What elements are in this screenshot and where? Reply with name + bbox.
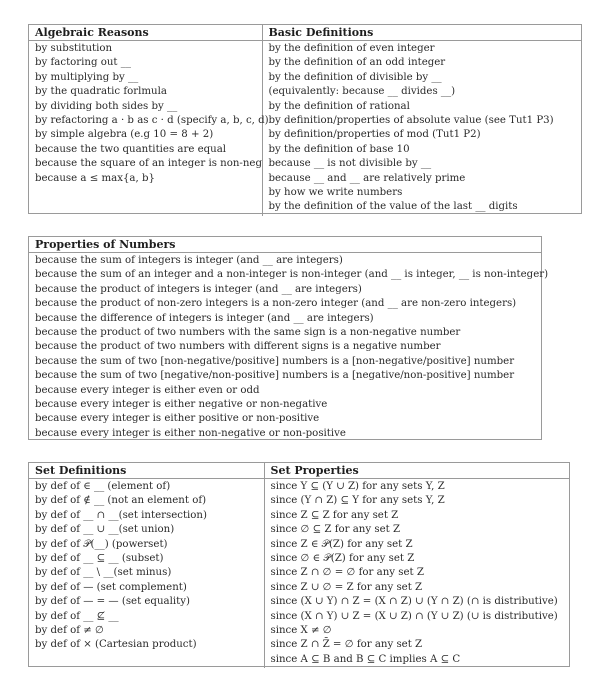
list-item: by the definition of divisible by __ [268, 71, 442, 83]
algebraic-reasons-list [35, 42, 269, 186]
list-item: by simple algebra (e.g 10 = 8 + 2) [35, 129, 214, 141]
set-definitions-list [35, 480, 258, 653]
list-item: by the definition of base 10 [268, 143, 410, 155]
set-properties-list [271, 480, 564, 667]
properties-of-numbers-table [28, 236, 549, 440]
list-item: because every integer is either positive or non-positive [35, 413, 320, 425]
list-item: by substitution [35, 43, 113, 54]
list-item: because every integer is either even or odd [35, 384, 260, 396]
list-item: by multiplying by __ [35, 71, 139, 83]
list-item: since (Y ∩ Z) ⊆ Y for any sets Y, Z [270, 495, 445, 507]
basic-definitions-list [269, 42, 576, 215]
list-item: by factoring out __ [35, 57, 131, 69]
list-item: by def of __ ∪ __(set union) [35, 524, 175, 536]
list-item: by the definition of an odd integer [268, 57, 446, 69]
set-properties-header: Set Properties [264, 463, 569, 479]
list-item: since Z ∩ ∅ = ∅ for any set Z [270, 567, 424, 579]
list-item: by how we write numbers [268, 186, 403, 198]
algebraic-reasons-header: Algebraic Reasons [29, 25, 262, 41]
set-definitions-properties-table [28, 462, 570, 667]
list-item: since Z ∩ Z̄ = ∅ for any set Z [270, 639, 423, 651]
list-item: because the sum of two [non-negative/positive] numbers is a [non-negative/positive] number [35, 355, 515, 367]
list-item: by def of __ ∩ __(set intersection) [35, 509, 207, 521]
list-item: since Z ∈ 𝒫(Z) for any set Z [270, 538, 413, 550]
list-item: because __ is not divisible by __ [268, 158, 432, 170]
list-item: because the sum of an integer and a non-integer is non-integer (and __ is integer, __ is non-integer) [35, 269, 549, 281]
basic-definitions-header: Basic Definitions [262, 25, 581, 41]
properties-of-numbers-list [35, 254, 549, 441]
list-item: because the two quantities are equal [35, 143, 227, 155]
list-item: since X ≠ ∅ [270, 624, 332, 636]
list-item: by dividing both sides by __ [35, 100, 178, 112]
list-item: by definition/properties of absolute value (see Tut1 P3) [268, 114, 554, 126]
list-item: because the product of two numbers with the same sign is a non-negative number [35, 326, 461, 338]
list-item: because the sum of integers is integer (and __ are integers) [35, 255, 343, 266]
list-item: by definition/properties of mod (Tut1 P2) [268, 129, 481, 141]
list-item: because the difference of integers is integer (and __ are integers) [35, 312, 374, 324]
list-item: since (X ∪ Y) ∩ Z = (X ∩ Z) ∪ (Y ∩ Z) (∩ is distributive) [270, 596, 558, 608]
properties-of-numbers-header: Properties of Numbers [29, 237, 541, 253]
list-item: by refactoring a · b as c · d (specify a, b, c, d) [35, 114, 269, 126]
list-item: because the square of an integer is non-neg [35, 158, 262, 170]
list-item: because the product of two numbers with different signs is a negative number [35, 341, 441, 353]
list-item: by the definition of even integer [268, 43, 435, 54]
list-item: since ∅ ⊆ Z for any set Z [270, 524, 401, 536]
list-item: because every integer is either non-negative or non-positive [35, 427, 346, 439]
list-item: since Y ⊆ (Y ∪ Z) for any sets Y, Z [270, 481, 445, 492]
list-item: by def of ∈ __ (element of) [35, 481, 171, 492]
set-definitions-header: Set Definitions [29, 463, 264, 479]
list-item: by def of __ ⊆ __ (subset) [35, 552, 164, 564]
list-item: by def of — (set complement) [35, 581, 187, 593]
list-item: since A ⊆ B and B ⊆ C implies A ⊆ C [270, 653, 461, 665]
list-item: because the product of non-zero integers is a non-zero integer (and __ are non-zero integers) [35, 298, 517, 310]
list-item: because a ≤ max{a, b} [35, 172, 155, 184]
list-item: since Z ∪ ∅ = Z for any set Z [270, 581, 423, 593]
list-item: by def of 𝒫(__) (powerset) [35, 538, 168, 550]
list-item: by the quadratic forlmula [35, 86, 167, 98]
list-item: by def of __ ⊈ __ [35, 610, 119, 622]
list-item: by def of — = — (set equality) [35, 596, 190, 608]
list-item: since Z ⊆ Z for any set Z [270, 509, 399, 521]
list-item: (equivalently: because __ divides __) [268, 86, 456, 98]
list-item: because the sum of two [negative/non-positive] numbers is a [negative/non-positive] number [35, 370, 515, 382]
list-item: since ∅ ∈ 𝒫(Z) for any set Z [270, 552, 415, 564]
list-item: because __ and __ are relatively prime [268, 172, 466, 184]
list-item: by def of ≠ ∅ [35, 624, 104, 636]
list-item: because the product of integers is integer (and __ are integers) [35, 283, 362, 295]
list-item: since (X ∩ Y) ∪ Z = (X ∪ Z) ∩ (Y ∪ Z) (∪ is distributive) [270, 610, 558, 622]
algebraic-reasons-basic-definitions-table [28, 24, 582, 214]
list-item: because every integer is either negative or non-negative [35, 398, 328, 410]
list-item: by the definition of rational [268, 100, 410, 112]
list-item: by def of __ \ __(set minus) [35, 567, 172, 579]
list-item: by def of × (Cartesian product) [35, 639, 197, 651]
list-item: by the definition of the value of the last __ digits [268, 201, 518, 213]
list-item: by def of ∉ __ (not an element of) [35, 495, 207, 507]
